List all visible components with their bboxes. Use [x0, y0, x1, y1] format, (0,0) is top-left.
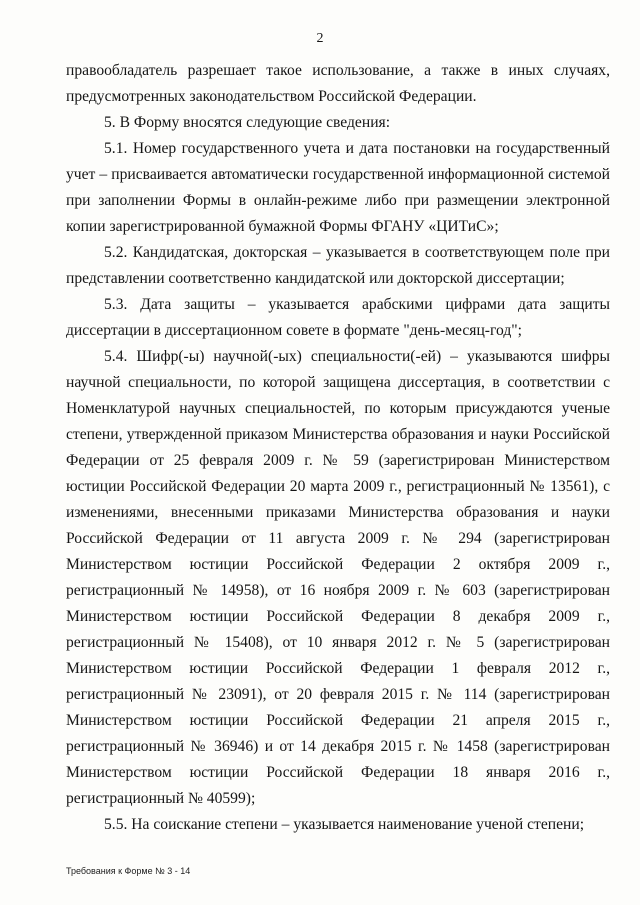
page-footer: Требования к Форме № 3 - 14	[66, 866, 191, 876]
paragraph-section-5: 5. В Форму вносятся следующие сведения:	[104, 114, 391, 131]
document-body	[66, 58, 610, 838]
paragraph-5-2: 5.2. Кандидатская, докторская – указывается в соответствующем поле при представлении соответственно кандидатской или докторской диссертации;	[66, 244, 610, 287]
page-number: 2	[316, 31, 324, 46]
paragraph-5-1: 5.1. Номер государственного учета и дата постановки на государственный учет – присваивается автоматически государственной информационной системой при заполнении Формы в онлайн-режиме либо при размещении электронной копии зарегистрированной бумажной Формы ФГАНУ «ЦИТиС»;	[66, 140, 610, 235]
paragraph-continuation: правообладатель разрешает такое использование, а также в иных случаях, предусмотренных законодательством Российской Федерации.	[66, 62, 610, 105]
paragraph-5-4: 5.4. Шифр(-ы) научной(-ых) специальности(-ей) – указываются шифры научной специальности, по которой защищена диссертация, в соответствии с Номенклатурой научных специальностей, по которым присуждаются ученые степени, утвержденной приказом Министерства образования и науки Российской Федерации от 25 февраля 2009 г. № 59 (зарегистрирован Министерством юстиции Российской Федерации 20 марта 2009 г., регистрационный № 13561), с изменениями, внесенными приказами Министерства образования и науки Российской Федерации от 11 августа 2009 г. № 294 (зарегистрирован Министерством юстиции Российской Федерации 2 октября 2009 г., регистрационный № 14958), от 16 ноября 2009 г. № 603 (зарегистрирован Министерством юстиции Российской Федерации 8 декабря 2009 г., регистрационный № 15408), от 10 января 2012 г. № 5 (зарегистрирован Министерством юстиции Российской Федерации 1 февраля 2012 г., регистрационный № 23091), от 20 февраля 2015 г. № 114 (зарегистрирован Министерством юстиции Российской Федерации 21 апреля 2015 г., регистрационный № 36946) и от 14 декабря 2015 г. № 1458 (зарегистрирован Министерством юстиции Российской Федерации 18 января 2016 г., регистрационный № 40599);	[66, 348, 610, 807]
paragraph-5-3: 5.3. Дата защиты – указывается арабскими цифрами дата защиты диссертации в диссертационном совете в формате "день-месяц-год";	[66, 296, 610, 339]
paragraph-5-5: 5.5. На соискание степени – указывается наименование ученой степени;	[104, 816, 585, 833]
